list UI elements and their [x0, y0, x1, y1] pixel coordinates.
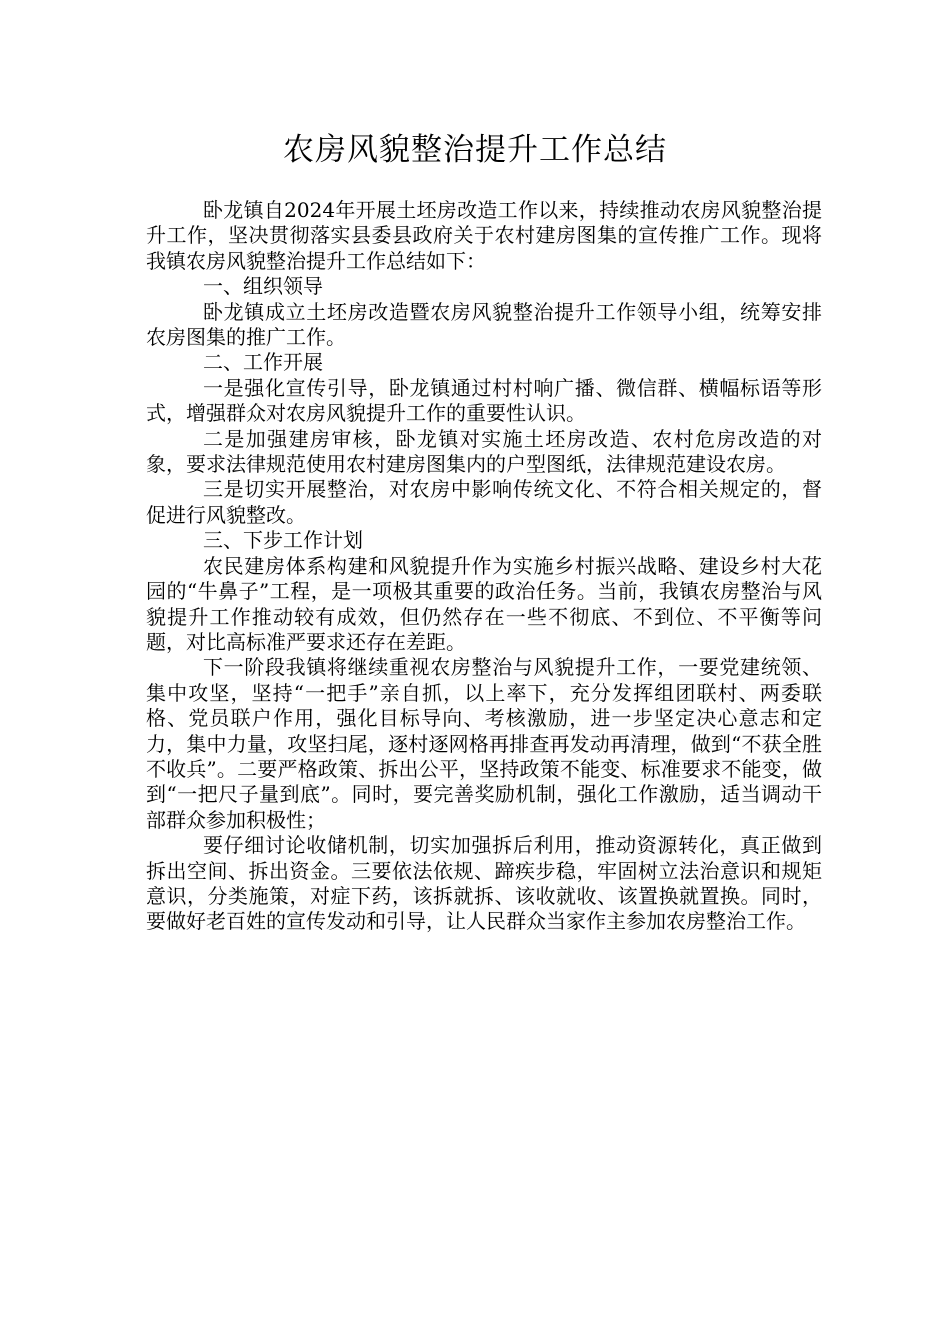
- paragraph-intro: 卧龙镇自2024年开展土坯房改造工作以来，持续推动农房风貌整治提升工作，坚决贯彻落实县委县政府关于农村建房图集的宣传推广工作。现将我镇农房风貌整治提升工作总结如下：: [146, 198, 822, 273]
- document-body: [146, 198, 822, 935]
- paragraph-work-1: 一是强化宣传引导，卧龙镇通过村村响广播、微信群、横幅标语等形式，增强群众对农房风貌提升工作的重要性认识。: [146, 375, 822, 426]
- section-heading-organization: 一、组织领导: [203, 274, 323, 299]
- paragraph-plan-3: 要仔细讨论收储机制，切实加强拆后利用，推动资源转化，真正做到拆出空间、拆出资金。三要依法依规、蹄疾步稳，牢固树立法治意识和规矩意识，分类施策，对症下药，该拆就拆、该收就收、该置换就置换。同时，要做好老百姓的宣传发动和引导，让人民群众当家作主参加农房整治工作。: [146, 833, 822, 934]
- section-heading-plan: 三、下步工作计划: [203, 528, 363, 553]
- paragraph-organization: 卧龙镇成立土坯房改造暨农房风貌整治提升工作领导小组，统筹安排农房图集的推广工作。: [146, 299, 822, 350]
- paragraph-work-3: 三是切实开展整治，对农房中影响传统文化、不符合相关规定的，督促进行风貌整改。: [146, 477, 822, 527]
- paragraph-work-2: 二是加强建房审核，卧龙镇对实施土坯房改造、农村危房改造的对象，要求法律规范使用农村建房图集内的户型图纸，法律规范建设农房。: [146, 426, 822, 477]
- document-title: 农房风貌整治提升工作总结: [283, 132, 667, 168]
- section-heading-work: 二、工作开展: [203, 350, 323, 375]
- paragraph-plan-2: 下一阶段我镇将继续重视农房整治与风貌提升工作，一要党建统领、集中攻坚，坚持“一把手”亲自抓，以上率下，充分发挥组团联村、两委联格、党员联户作用，强化目标导向、考核激励，进一步坚定决心意志和定力，集中力量，攻坚扫尾，逐村逐网格再排查再发动再清理，做到“不获全胜不收兵”。二要严格政策、拆出公平，坚持政策不能变、标准要求不能变，做到“一把尺子量到底”。同时，要完善奖励机制，强化工作激励，适当调动干部群众参加积极性；: [146, 655, 822, 832]
- paragraph-plan-1: 农民建房体系构建和风貌提升作为实施乡村振兴战略、建设乡村大花园的“牛鼻子”工程，是一项极其重要的政治任务。当前，我镇农房整治与风貌提升工作推动较有成效，但仍然存在一些不彻底、不到位、不平衡等问题，对比高标准严要求还存在差距。: [146, 553, 822, 654]
